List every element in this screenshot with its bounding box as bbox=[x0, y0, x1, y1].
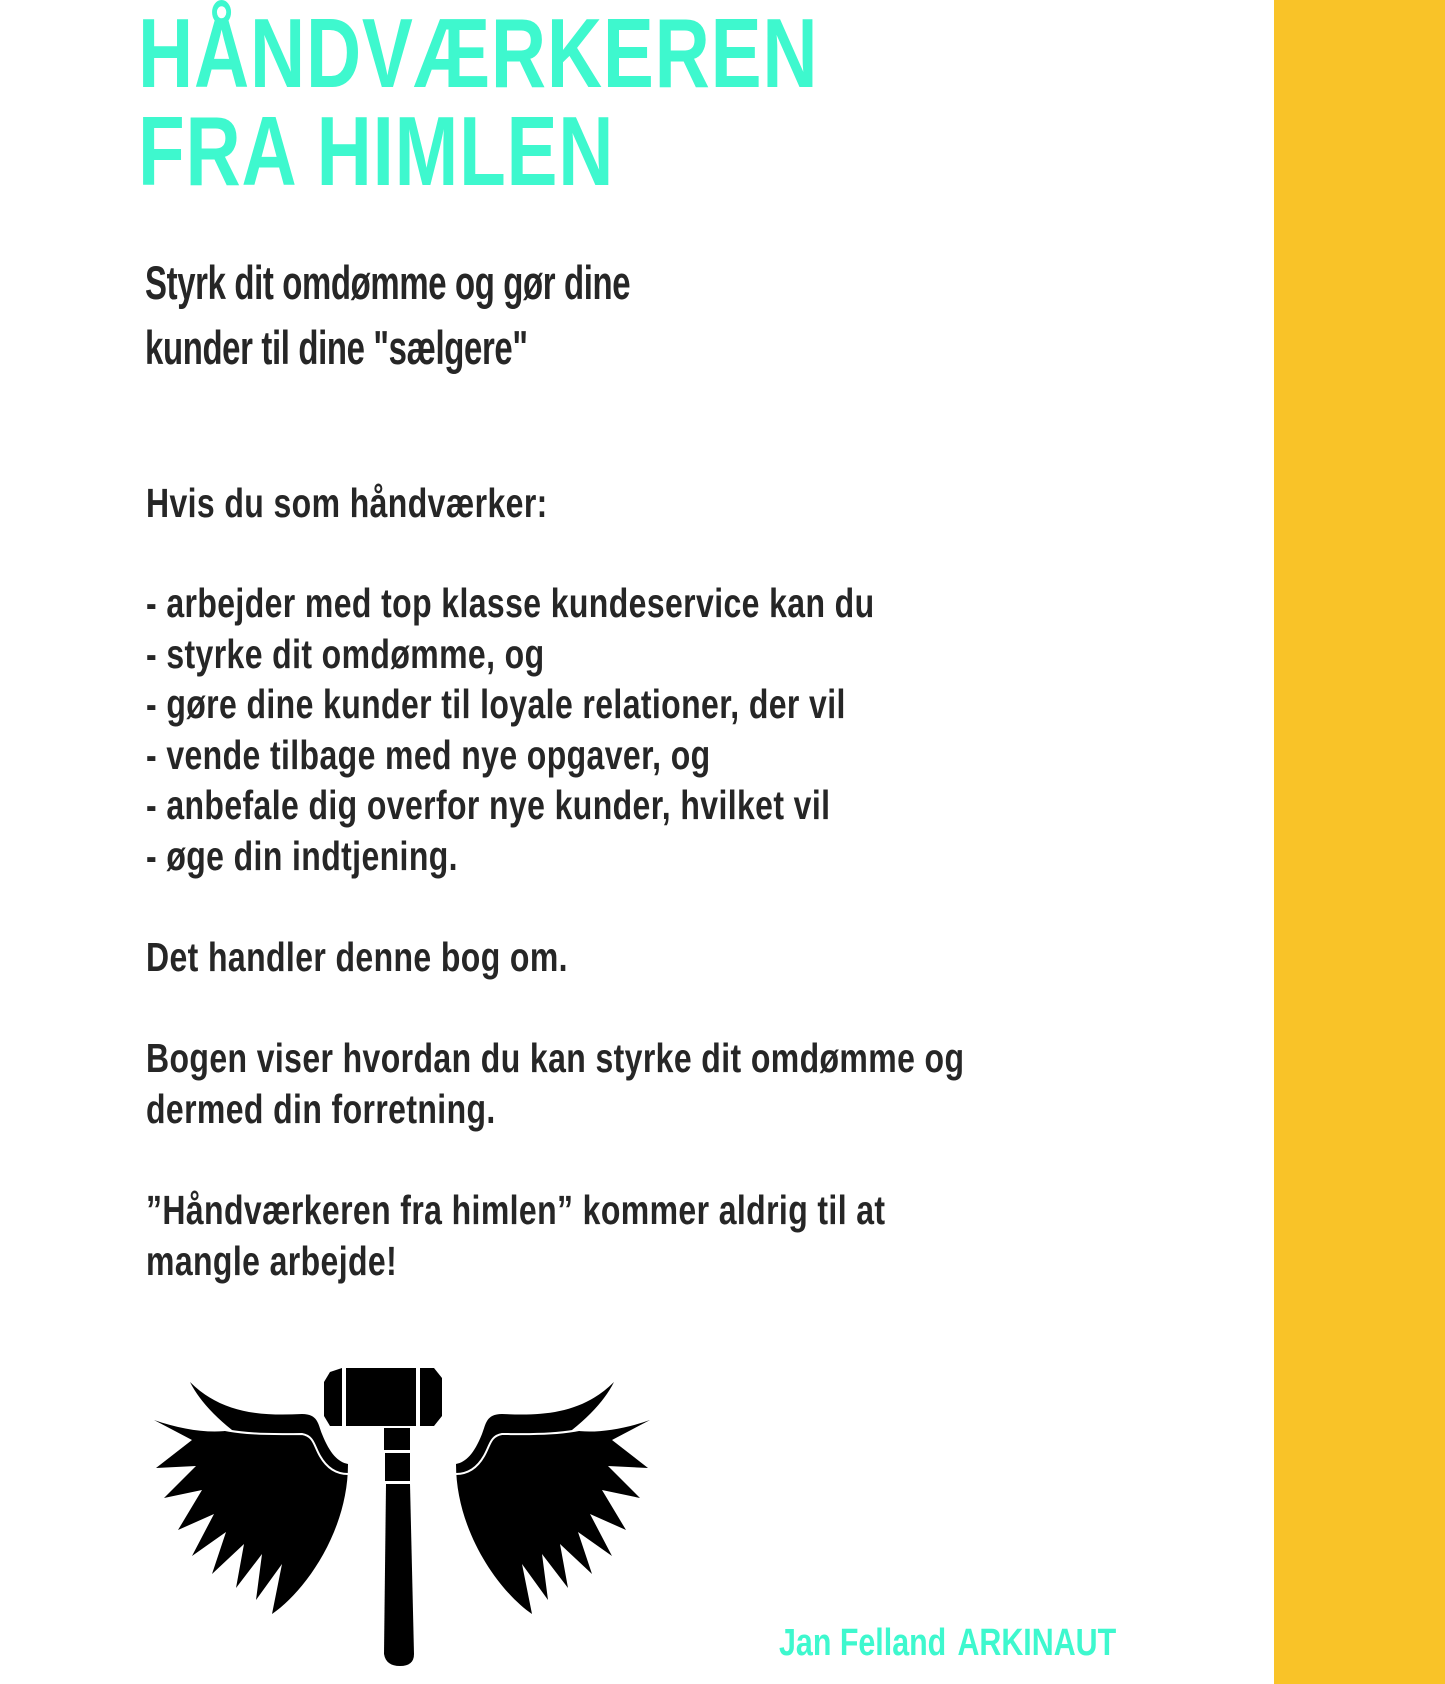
book-title bbox=[138, 0, 1010, 206]
title-line-1: HÅNDVÆRKEREN bbox=[138, 0, 819, 108]
author-line bbox=[779, 1621, 1201, 1665]
paragraph-line: Det handler denne bog om. bbox=[146, 934, 568, 980]
subtitle-line-1: Styrk dit omdømme og gør dine bbox=[145, 256, 631, 309]
publisher-name: ARKINAUT bbox=[957, 1622, 1117, 1664]
winged-hammer-icon bbox=[152, 1364, 652, 1670]
yellow-side-band bbox=[1274, 0, 1445, 1684]
bullet-item: - styrke dit omdømme, og bbox=[146, 630, 545, 677]
paragraph-line: ”Håndværkeren fra himlen” kommer aldrig til at bbox=[146, 1187, 886, 1233]
paragraph-line: mangle arbejde! bbox=[146, 1237, 398, 1284]
bullet-item: - øge din indtjening. bbox=[146, 832, 458, 879]
book-subtitle bbox=[145, 250, 838, 380]
bullet-item: - vende tilbage med nye opgaver, og bbox=[146, 731, 711, 778]
bullet-item: - anbefale dig overfor nye kunder, hvilket vil bbox=[146, 782, 831, 828]
bullet-item: - gøre dine kunder til loyale relationer, der vil bbox=[146, 681, 846, 727]
paragraph-book-about bbox=[146, 932, 687, 983]
title-line-2: FRA HIMLEN bbox=[138, 96, 615, 206]
paragraph-line: dermed din forretning. bbox=[146, 1085, 496, 1132]
subtitle-line-2: kunder til dine "sælgere" bbox=[145, 321, 528, 374]
bullet-list bbox=[146, 578, 1080, 881]
paragraph-line: Bogen viser hvordan du kan styrke dit omdømme og bbox=[146, 1035, 965, 1081]
author-name: Jan Felland bbox=[779, 1622, 947, 1664]
intro-line: Hvis du som håndværker: bbox=[146, 480, 548, 526]
bullet-item: - arbejder med top klasse kundeservice kan du bbox=[146, 580, 875, 626]
paragraph-closing-quote bbox=[146, 1185, 1094, 1286]
intro-text bbox=[146, 478, 661, 529]
paragraph-book-shows bbox=[146, 1033, 1195, 1134]
